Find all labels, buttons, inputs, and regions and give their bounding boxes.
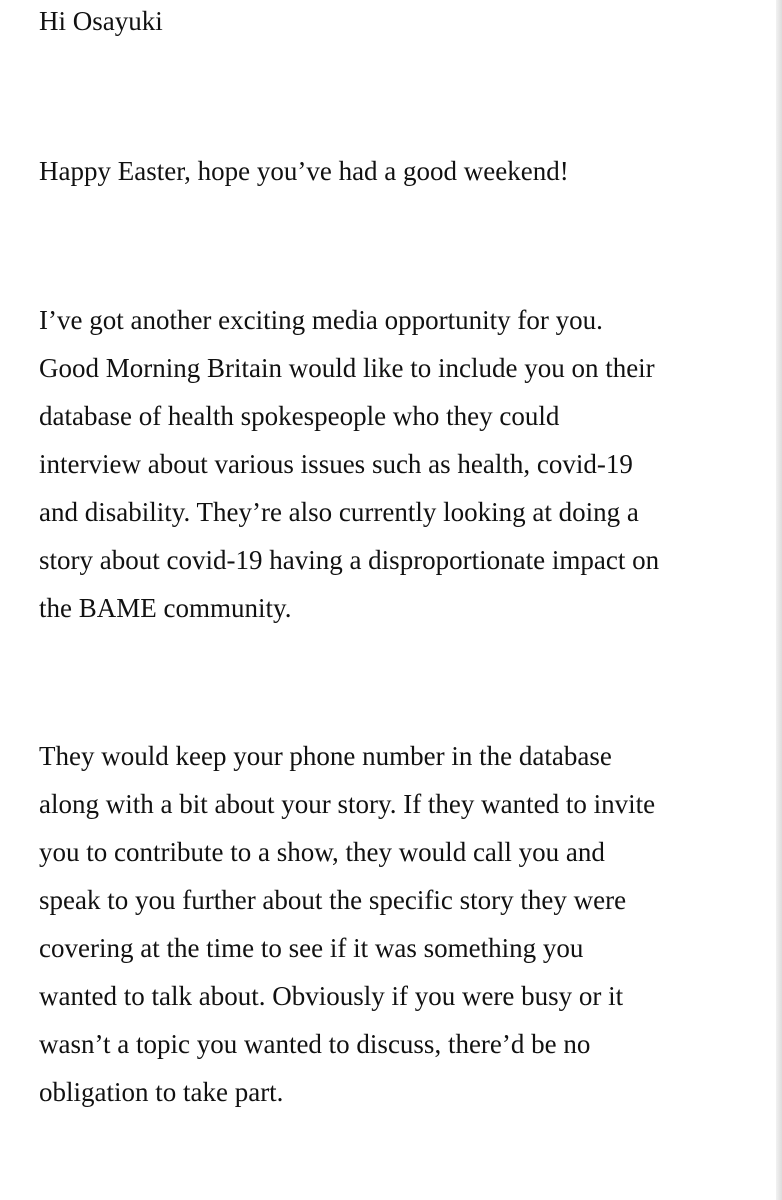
- paragraph-line: obligation to take part.: [39, 1077, 284, 1107]
- paragraph-line: Good Morning Britain would like to include you on their: [39, 353, 655, 383]
- paragraph-line: story about covid-19 having a disproportionate impact on: [39, 545, 660, 575]
- paragraph-line: Happy Easter, hope you’ve had a good weekend!: [39, 156, 569, 186]
- paragraph-line: I’ve got another exciting media opportunity for you.: [39, 305, 603, 335]
- paragraph-line: speak to you further about the specific story they were: [39, 885, 627, 915]
- paragraph-line: and disability. They’re also currently looking at doing a: [39, 497, 639, 527]
- greeting: Hi Osayuki: [39, 6, 163, 36]
- paragraph-line: you to contribute to a show, they would call you and: [39, 837, 605, 867]
- paragraph-line: the BAME community.: [39, 593, 292, 623]
- scroll-edge: [776, 0, 782, 1200]
- paragraph-line: They would keep your phone number in the database: [39, 741, 612, 771]
- paragraph-line: wasn’t a topic you wanted to discuss, there’d be no: [39, 1029, 591, 1059]
- paragraph-line: interview about various issues such as health, covid-19: [39, 449, 633, 479]
- paragraph-line: along with a bit about your story. If they wanted to invite: [39, 789, 656, 819]
- paragraph-line: wanted to talk about. Obviously if you were busy or it: [39, 981, 624, 1011]
- paragraph-line: database of health spokespeople who they could: [39, 401, 560, 431]
- paragraph-line: covering at the time to see if it was something you: [39, 933, 584, 963]
